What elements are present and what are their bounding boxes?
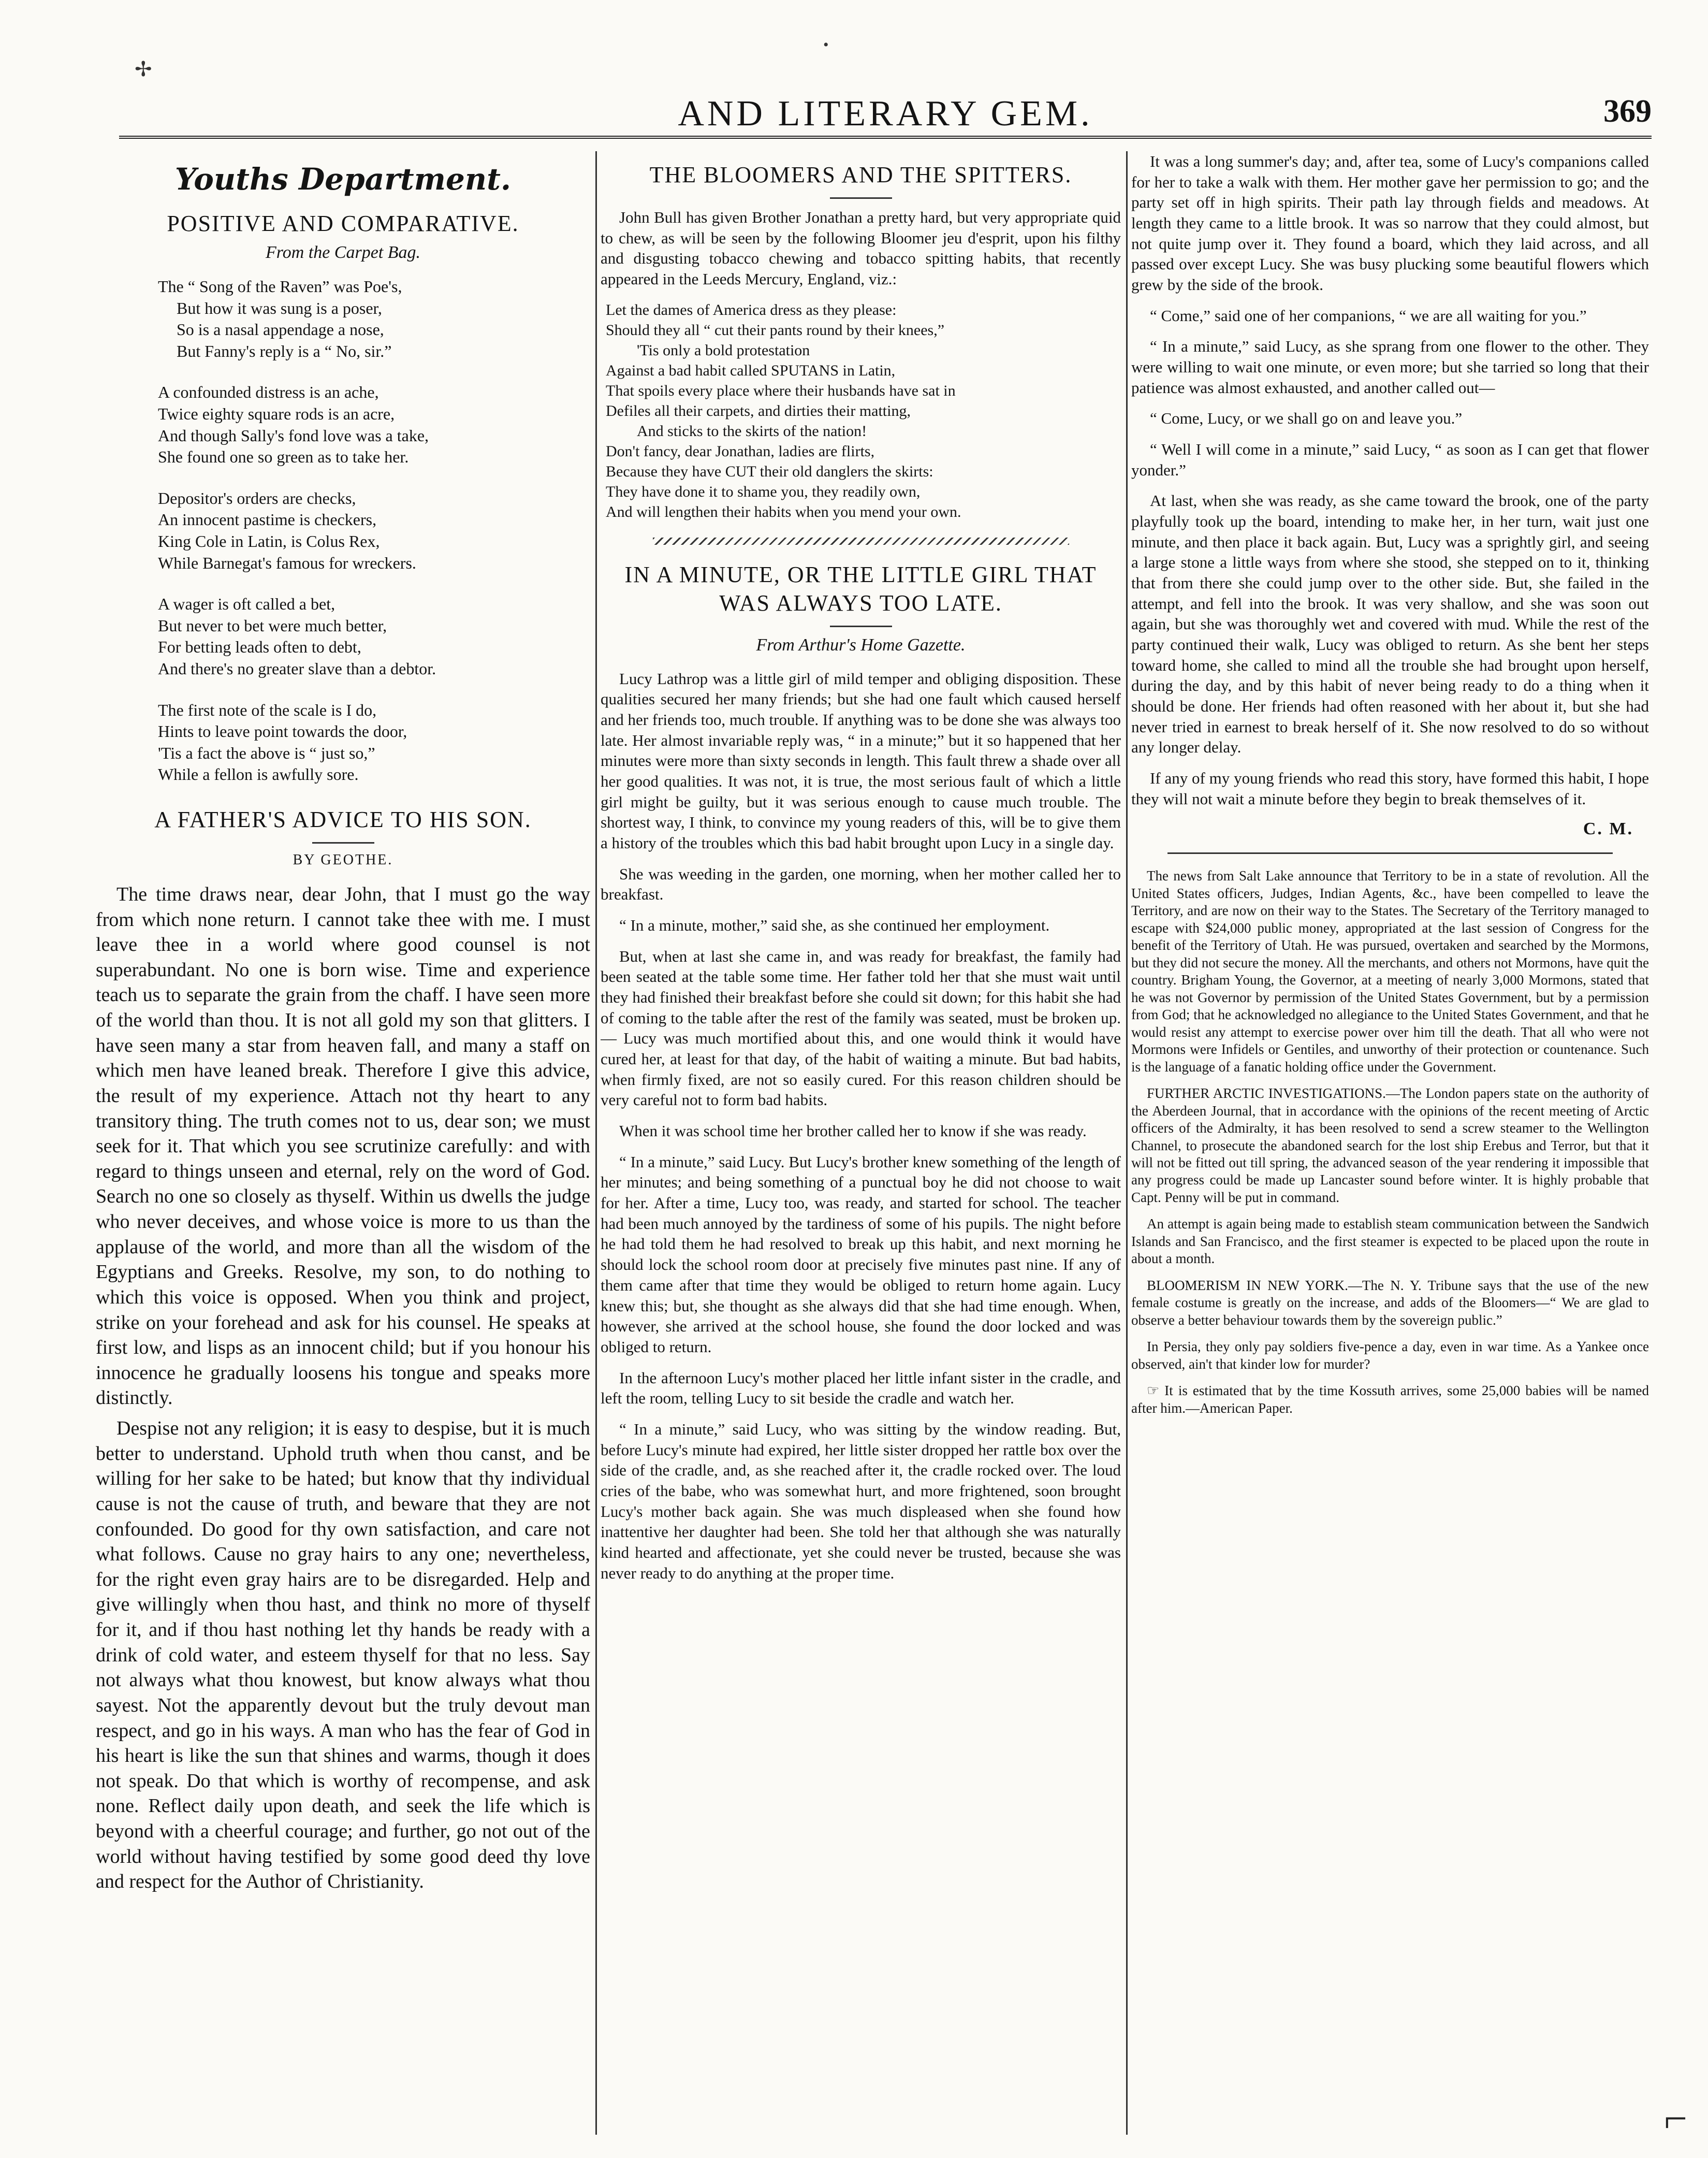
byline: BY GEOTHE. [293,851,393,868]
poem-stanza [158,382,590,468]
article-title: THE BLOOMERS AND THE SPITTERS. [649,162,1072,187]
paragraph: It was a long summer's day; and, after tea, some of Lucy's companions called for her to take a walk with them. Her mother gave her permission to go; and the party set off in high spirits. Their path lay through fields and meadows. At length they came to a little brook. It was so narrow that they could almost, but not quite jump over it. They found a board, which they laid across, and all passed over except Lucy. She was busy plucking some beautiful flowers which grew by the side of the brook. [1131,152,1649,294]
verse-line: Because they have CUT their old danglers the skirts: [606,462,933,480]
poem-line: A wager is oft called a bet, [158,595,335,614]
paragraph: In the afternoon Lucy's mother placed her little infant sister in the cradle, and left the room, telling Lucy to sit beside the cradle and watch her. [601,1368,1121,1408]
ink-dot: • [823,36,829,53]
verse [606,300,1121,522]
poem-line: While a fellon is awfully sore. [158,765,359,784]
column-divider [595,151,597,2135]
poem-line: A confounded distress is an ache, [158,383,379,402]
paragraph: The time draws near, dear John, that I must go the way from which none return. I cannot take thee with me. I must leave thee in a world where good counsel is not superabundant. No one is born wise. Time and experience teach us to separate the grain from the chaff. I have seen more of the world than thou. It is not all gold my son that glitters. I have seen many a star from heaven fall, and many a staff on which men have leaned break. Therefore I give this advice, the result of my experience. Attach not thy heart to any transitory thing. The truth comes not to us, dear son; we must seek for it. That which you see scrutinize carefully: and with regard to things unseen and eternal, rely on the word of God. Search no one so closely as thyself. Within us dwells the judge who never deceives, and whose voice is more to us than the applause of the world, and more than all the wisdom of the Egyptians and Greeks. Resolve, my son, to do nothing to which this voice is opposed. When you think and project, strike on your forehead and ask for his counsel. He speaks at first low, and lisps as an innocent child; but if you honour his innocence he gradually loosens his tongue and speaks more distinctly. [96,883,590,1409]
poem-stanza [158,593,590,679]
poem-line: She found one so green as to take her. [158,447,409,467]
author-signature: C. M. [1583,819,1633,839]
poem-line: Twice eighty square rods is an acre, [158,404,395,423]
poem [158,276,590,786]
article-title: IN A MINUTE, OR THE LITTLE GIRL THAT WAS ALWAYS TOO LATE. [624,561,1097,616]
news-item: BLOOMERISM IN NEW YORK.—The N. Y. Tribune says that the use of the new female costume is greatly on the increase, and adds of the Bloomers—“ We are glad to observe a better behaviour towards them by the sovereign public.” [1131,1277,1649,1328]
article-body [601,207,1121,289]
paragraph: “ In a minute, mother,” said she, as she continued her employment. [619,916,1050,935]
paragraph: Lucy Lathrop was a little girl of mild temper and obliging disposition. These qualities secured her many friends; but she had one fault which caused herself and her friends too, much trouble. If anything was to be done she was always too late. Her almost invariable reply was, “ in a minute;” but it so happened that her minutes were more than sixty seconds in length. This fault threw a shade over all her good qualities. It was not, it is true, the most serious fault of which a little girl might be guilty, but it was serious enough to cause much trouble. The shortest way, I think, to convince my young readers of this, will be to give them a history of the troubles which this bad habit brought upon Lucy in a single day. [601,669,1121,852]
department-heading: Youths Department. [174,162,512,197]
poem-line: Depositor's orders are checks, [158,488,356,508]
poem-stanza [158,488,590,574]
page-number: 369 [1603,94,1652,129]
wavy-divider [653,538,1069,545]
poem-line: The “ Song of the Raven” was Poe's, [158,277,402,296]
paragraph: “ In a minute,” said Lucy, as she sprang from one flower to the other. They were willing to wait one minute, or even more; but she tarried so long that their patience was almost exhausted, and another called out— [1131,337,1649,397]
paragraph: If any of my young friends who read this story, have formed this habit, I hope they will not wait a minute before they begin to break themselves of it. [1131,769,1649,808]
running-title: AND LITERARY GEM. [678,94,1093,134]
paragraph: “ Come, Lucy, or we shall go on and leave you.” [1150,409,1463,428]
poem-line: But never to bet were much better, [158,616,387,635]
column-right [1131,151,1649,2135]
column-middle [601,151,1121,2135]
paragraph: “ Well I will come in a minute,” said Lucy, “ as soon as I can get that flower yonder.” [1131,440,1649,479]
verse-line: Against a bad habit called SPUTANS in Latin, [606,361,896,379]
poem-line: So is a nasal appendage a nose, [177,320,384,339]
news-items [1131,867,1649,1417]
divider [1167,852,1613,854]
column-left [96,151,590,2135]
poem-line: The first note of the scale is I do, [158,700,377,719]
verse-line: Should they all “ cut their pants round by their knees,” [606,321,945,339]
poem-line: King Cole in Latin, is Colus Rex, [158,531,380,551]
paragraph: “ Come,” said one of her companions, “ we are all waiting for you.” [1150,306,1587,325]
news-item: In Persia, they only pay soldiers five-pence a day, even in war time. As a Yankee once observed, ain't that kinder low for murder? [1131,1339,1649,1372]
poem-source: From the Carpet Bag. [265,243,421,262]
paragraph: “ In a minute,” said Lucy. But Lucy's brother knew something of the length of her minutes; and being something of a punctual boy he did not choose to wait for her. After a time, Lucy too, was ready, and started for school. The teacher had been much annoyed by the tardiness of some of his pupils. The night before he had told them he had resolved to break up this habit, and next morning he should lock the school room door at precisely five minutes past nine. If any of them came after that time they would be obliged to return home again. Lucy knew this; but, she thought as she always did that she had time enough. When, however, she arrived at the school house, she found the door locked and was obliged to return. [601,1152,1121,1356]
article-body [1131,151,1649,809]
news-item: ☞ It is estimated that by the time Kossuth arrives, some 25,000 babies will be named after him.—American Paper. [1131,1383,1649,1416]
poem-title: POSITIVE AND COMPARATIVE. [167,211,519,236]
poem-line: 'Tis a fact the above is “ just so,” [158,743,375,762]
corner-ink-mark: ⌐ [1663,2096,1687,2141]
verse-line: Defiles all their carpets, and dirties their matting, [606,402,911,419]
verse-line: That spoils every place where their husbands have sat in [606,382,956,399]
verse-line: And sticks to the skirts of the nation! [637,422,867,440]
verse-line: 'Tis only a bold protestation [637,341,810,359]
divider [312,842,374,844]
news-item: FURTHER ARCTIC INVESTIGATIONS.—The London papers state on the authority of the Aberdeen Journal, that in accordance with the opinions of the recent meeting of Arctic officers of the Admiralty, it has been resolved to send a screw steamer to the Wellington Channel, to prosecute the abandoned search for the lost ship Erebus and Terror, but that it will not be fitted out till spring, the advanced season of the year rendering it impossible that any progress could be made up Lancaster sound before winter. It is highly probable that Capt. Penny will be put in command. [1131,1085,1649,1205]
poem-line: Hints to leave point towards the door, [158,722,407,741]
divider [830,197,892,199]
column-divider [1126,151,1128,2135]
news-item: The news from Salt Lake announce that Territory to be in a state of revolution. All the United States officers, Judges, Indian Agents, &c., have been compelled to leave the Territory, and are now on their way to the States. The Secretary of the Territory managed to escape with $24,000 public money, appropriated at the last session of Congress for the benefit of the Territory of Utah. He was pursued, overtaken and searched by the Mormons, but they did not secure the money. All the merchants, and others not Mormons, have quit the country. Brigham Young, the Governor, at a meeting of nearly 3,000 Mormons, stated that he was not Governor by permission of the United States Government, but by a permission from God; that he acknowledged no allegiance to the United States Government, and that he would resist any attempt to exercise power over him till the death. That all who were not Mormons were Infidels or Gentiles, and unworthy of their protection or countenance. Such is the language of a fanatic holding office under the Government. [1131,868,1649,1075]
verse-line: Don't fancy, dear Jonathan, ladies are flirts, [606,442,875,460]
poem-line: While Barnegat's famous for wreckers. [158,553,416,572]
divider [830,626,892,627]
paragraph: But, when at last she came in, and was ready for breakfast, the family had been seated at the table some time. Her father told her that she must wait until they had finished their breakfast before she could sit down; for this habit she had of coming to the table after the rest of the family was seated, must be broken up.— Lucy was much mortified about this, and one would think it would have cured her, at least for that day, of the habit of waiting a minute. But bad habits, when firmly fixed, are not so easily cured. For this reason children should be very careful not to form bad habits. [601,947,1121,1109]
paragraph: At last, when she was ready, as she came toward the brook, one of the party playfully took up the board, intending to make her, in her turn, wait just one minute, and then place it back again. But, Lucy was a sprightly girl, and seeing a large stone a little ways from where she stood, she stepped on to it, thinking that from there she could jump over to the other side. But, she failed in the attempt, and fell into the brook. It was very shallow, and she was soon out again, but she was thoroughly wet and covered with mud. While the rest of the party continued their walk, Lucy was obliged to return. As she bent her steps toward home, she called to mind all the trouble she had brought upon herself, during the day, and by this habit of never being ready to do a thing when it should be done. Her friends had often reasoned with her about it, but she had never tried in earnest to break herself of it. She now resolved to do so without any longer delay. [1131,491,1649,757]
poem-line: An innocent pastime is checkers, [158,510,377,529]
article-source: From Arthur's Home Gazette. [756,635,966,655]
article-title: A FATHER'S ADVICE TO HIS SON. [154,806,532,832]
poem-line: For betting leads often to debt, [158,638,361,657]
poem-line: And though Sally's fond love was a take, [158,426,429,445]
poem-stanza [158,276,590,362]
poem-line: But how it was sung is a poser, [177,298,382,317]
article-body [96,882,590,1894]
verse-line: They have done it to shame you, they readily own, [606,483,921,500]
news-item: An attempt is again being made to establish steam communication between the Sandwich Islands and San Francisco, and the first steamer is expected to be placed upon the route in about a month. [1131,1216,1649,1267]
article-body [601,669,1121,1584]
paragraph: “ In a minute,” said Lucy, who was sitting by the window reading. But, before Lucy's minute had expired, her little sister dropped her rattle box over the side of the cradle, and, as she reached after it, the cradle rocked over. The loud cries of the babe, who was somewhat hurt, and more frightened, soon brought Lucy's mother back again. She was much displeased when she found how inattentive her daughter had been. She told her that although she was naturally kind hearted and affectionate, yet she could never be trusted, because she was never ready to do anything at the proper time. [601,1420,1121,1582]
verse-line: Let the dames of America dress as they please: [606,301,897,318]
stray-ink-mark: ✢ [135,57,152,81]
poem-line: And there's no greater slave than a debtor. [158,659,436,678]
poem-stanza [158,700,590,786]
paragraph: When it was school time her brother called her to know if she was ready. [619,1122,1087,1140]
paragraph: John Bull has given Brother Jonathan a pretty hard, but very appropriate quid to chew, as will be seen by the following Bloomer jeu d'esprit, upon his filthy and disgusting tobacco chewing and tobacco spitting habits, that recently appeared in the Leeds Mercury, England, viz.: [601,208,1121,288]
verse-line: And will lengthen their habits when you mend your own. [606,503,961,520]
poem-line: But Fanny's reply is a “ No, sir.” [177,341,392,360]
paragraph: Despise not any religion; it is easy to despise, but it is much better to understand. Uphold truth when thou canst, and be willing for her sake to be hated; but know that thy individual cause is not the cause of truth, and beware that they are not confounded. Do good for thy own satisfaction, and care not what follows. Cause no gray hairs to any one; nevertheless, for the right even gray hairs are to be disregarded. Help and give willingly when thou hast, and think no more of thyself for it, and if thou hast nothing let thy hands be ready with a drink of cold water, and esteem thyself for that no less. Say not always what thou knowest, but know always what thou sayest. Not the apparently devout but the truly devout man respect, and go in his ways. A man who has the fear of God in his heart is like the sun that shines and warms, though it does not speak. Do that which is worthy of recompense, and ask none. Reflect daily upon death, and seek the life which is beyond with a cheerful courage; and further, go not out of the world without having testified by some good deed thy love and respect for the Author of Christianity. [96,1417,590,1893]
header-rule [119,136,1652,139]
paragraph: She was weeding in the garden, one morning, when her mother called her to breakfast. [601,864,1121,904]
